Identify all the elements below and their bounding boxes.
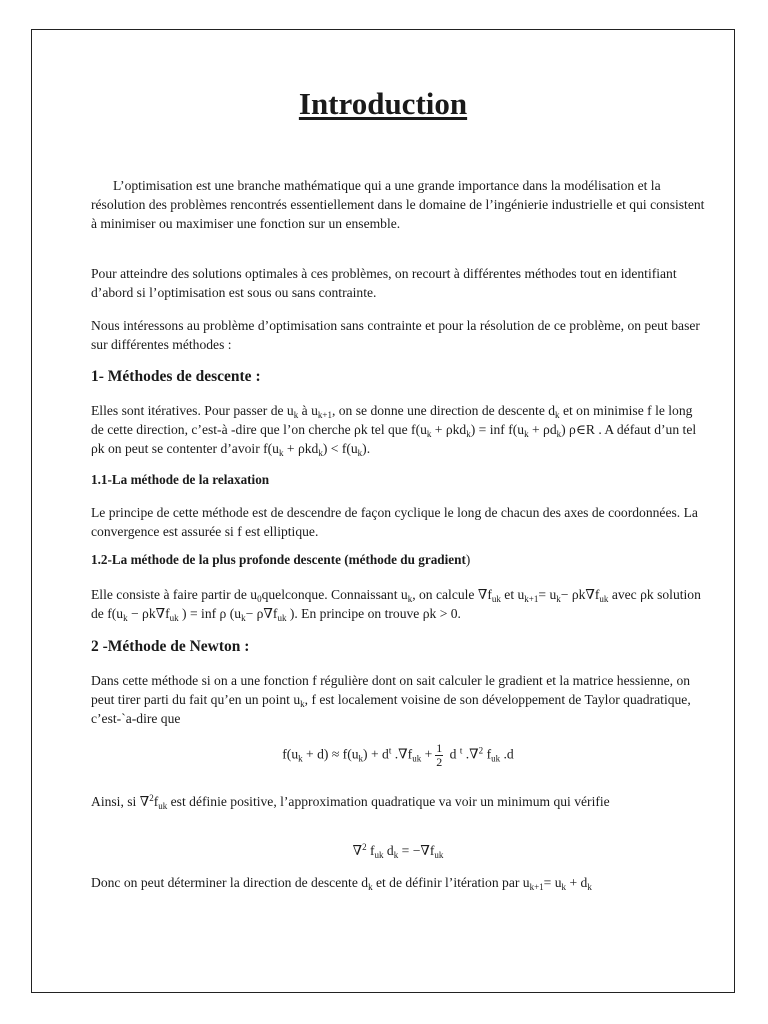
intro-paragraph-1: L’optimisation est une branche mathématique qui a une grande importance dans la modélisation et la résolution des problèmes rencontrés essentiellement dans le domaine de l’ingénierie industrielle et qui consistent à minimiser ou maximiser une fonction sur un ensemble.	[91, 178, 705, 231]
intro-paragraph-3: Nous intéressons au problème d’optimisation sans contrainte et pour la résolution de ce problème, on peut baser sur différentes méthodes :	[91, 318, 700, 352]
section-1-2-heading: 1.2-La méthode de la plus profonde descente (méthode du gradient)	[91, 552, 471, 567]
page-title: Introduction	[298, 86, 468, 121]
section-1-2-text: Elle consiste à faire partir de $u_0quelconque$. Connaissant $u_k$, on calcule $\nabla f_{uk}$ et $u_{k+1}= u_k- \rho k\nabla f_{uk}$ avec ρk solution de $f(u_k - \rho k\nabla f_{uk}$ ) = inf ρ ($u_k- \rho\nabla f_{uk}$ ). En principe on trouve ρk > 0.	[91, 587, 701, 623]
ainsi-paragraph: Ainsi, si $\nabla^2f_{uk}$ est définie positive, l’approximation quadratique va voir un minimum qui vérifie	[91, 793, 610, 811]
one-half-fraction: $\frac{1}{2}$	[436, 741, 443, 769]
intro-paragraph-2: Pour atteindre des solutions optimales à ces problèmes, on recourt à différentes méthodes tout en identifiant d’abord si l’optimisation est sous ou sans contrainte.	[91, 266, 677, 300]
section-1-1-heading: 1.1-La méthode de la relaxation	[91, 472, 270, 487]
newton-equation: ∇$^2$ $f_{uk}$ $d_k = -\nabla f_{uk}$	[352, 842, 444, 860]
section-1-text: Elles sont itératives. Pour passer de $u_k$ à $u_{k+1}$, on se donne une direction de descente $d_k$ et on minimise f le long de cette direction, c’est-à -dire que l’on cherche ρk tel que $f(u_k + \rho kd_k)$ = inf $f(u_k + \rho d_k)$ ρ∈R . A défaut d’un tel ρk on peut se contenter d’avoir $f(u_k + \rho kd_k) < f(u_k)$.	[91, 403, 697, 458]
taylor-equation: $f(u_k + d) \approx f(u_k) + d^t$ $.\nabla f_{uk}$ + $\frac{1}{2}$ d $^t$ .∇$^2$ $f_{uk}$ .d	[282, 741, 514, 769]
final-paragraph: Donc on peut déterminer la direction de descente $d_k$ et de définir l’itération par $u_{k+1}= u_k + d_k$	[91, 875, 592, 892]
section-2-heading: 2 -Méthode de Newton :	[91, 638, 250, 655]
section-2-text: Dans cette méthode si on a une fonction f régulière dont on sait calculer le gradient et la matrice hessienne, on peut tirer parti du fait qu’en un point $u_k$, f est localement voisine de son développement de Taylor quadratique, c’est-`a-dire que	[91, 673, 691, 726]
section-1-heading: 1- Méthodes de descente :	[91, 368, 261, 385]
section-1-1-text: Le principe de cette méthode est de descendre de façon cyclique le long de chacun des axes de coordonnées. La convergence est assurée si f est elliptique.	[91, 505, 698, 539]
